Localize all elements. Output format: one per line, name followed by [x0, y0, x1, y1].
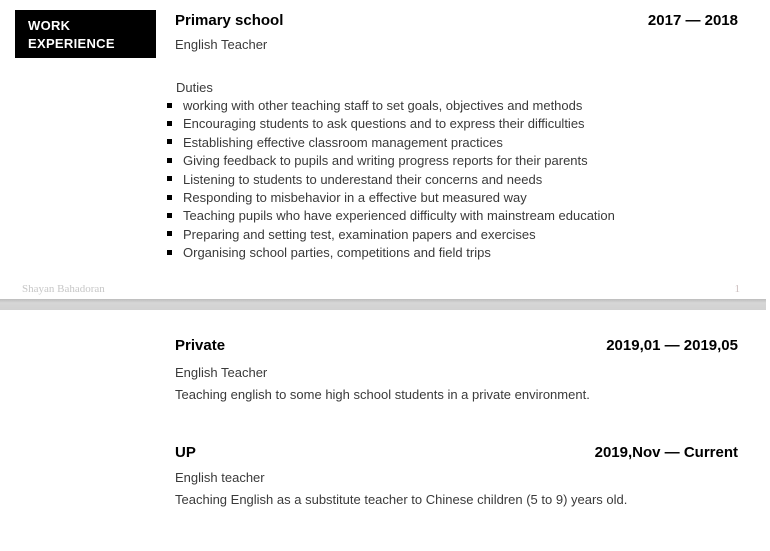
bullet-square-icon [167, 121, 172, 126]
entry-title: Primary school [175, 12, 284, 29]
duty-text: Teaching pupils who have experienced difficulty with mainstream education [183, 208, 615, 224]
footer-page-number: 1 [734, 283, 740, 295]
bullet-square-icon [167, 139, 172, 144]
duty-text: Organising school parties, competitions and field trips [183, 245, 491, 261]
entry-title: UP [175, 444, 196, 461]
entry-private-header [175, 337, 738, 354]
entry-subtitle: English Teacher [175, 37, 268, 52]
duty-item [167, 115, 739, 133]
entry-dates: 2017 — 2018 [647, 12, 738, 29]
bullet-square-icon [167, 213, 172, 218]
entry-description: Teaching english to some high school students in a private environment. [175, 387, 590, 402]
entry-description: Teaching English as a substitute teacher to Chinese children (5 to 9) years old. [175, 492, 628, 507]
entry-subtitle: English Teacher [175, 365, 268, 380]
section-label-line2: EXPERIENCE [28, 35, 115, 51]
work-experience-section-label [15, 10, 156, 58]
duty-text: Giving feedback to pupils and writing progress reports for their parents [183, 153, 588, 169]
page-break-divider [0, 299, 766, 310]
section-label-line1: WORK [28, 18, 71, 33]
entry-title: Private [175, 337, 226, 354]
duty-text: working with other teaching staff to set goals, objectives and methods [183, 98, 583, 113]
bullet-square-icon [167, 103, 172, 108]
duty-text: Responding to misbehavior in a effective but measured way [183, 190, 527, 206]
duty-text: Encouraging students to ask questions and to express their difficulties [183, 116, 585, 132]
bullet-square-icon [167, 158, 172, 163]
duty-item [167, 207, 739, 225]
duty-item [167, 189, 739, 207]
duty-item [167, 226, 739, 244]
footer-author: Shayan Bahadoran [22, 283, 105, 295]
entry-subtitle: English teacher [175, 470, 265, 485]
entry-primary-school-header [175, 12, 738, 29]
bullet-square-icon [167, 231, 172, 236]
bullet-square-icon [167, 176, 172, 181]
entry-up-header [175, 444, 738, 461]
bullet-square-icon [167, 250, 172, 255]
duty-item [167, 171, 739, 189]
duty-item [167, 152, 739, 170]
duties-list [167, 97, 739, 263]
duty-item [167, 134, 739, 152]
entry-dates: 2019,Nov — Current [594, 444, 738, 461]
bullet-square-icon [167, 195, 172, 200]
duties-label: Duties [176, 80, 213, 95]
duty-item [167, 97, 739, 115]
entry-dates: 2019,01 — 2019,05 [606, 337, 738, 354]
duty-item [167, 244, 739, 262]
duty-text: Preparing and setting test, examination papers and exercises [183, 226, 536, 242]
duty-text: Listening to students to underestand their concerns and needs [183, 171, 543, 187]
duty-text: Establishing effective classroom management practices [183, 134, 503, 150]
